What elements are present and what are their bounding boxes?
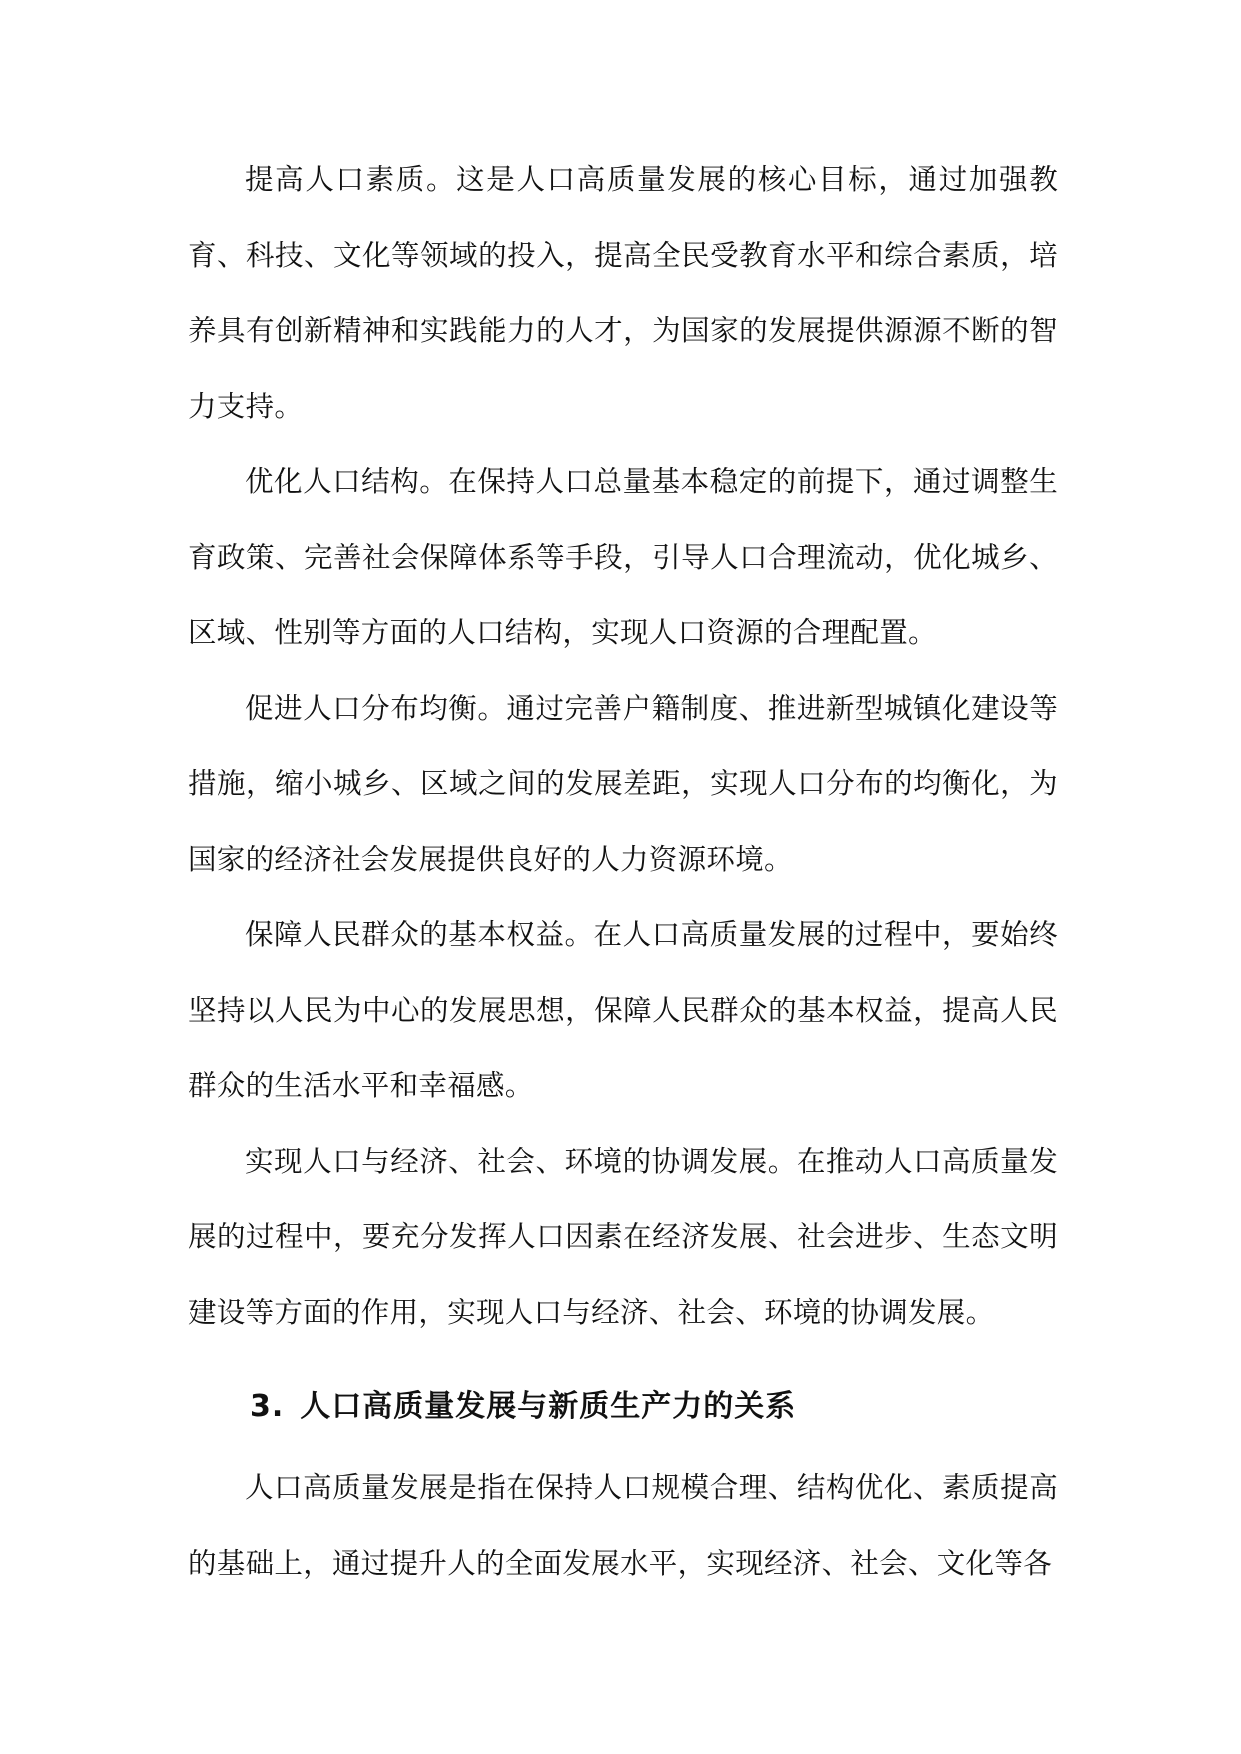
- paragraph-coordinated-development: 实现人口与经济、社会、环境的协调发展。在推动人口高质量发展的过程中，要充分发挥人口因素在经济发展、社会进步、生态文明建设等方面的作用，实现人口与经济、社会、环境的协调发展。: [188, 1144, 1058, 1329]
- paragraph-basic-rights: 保障人民群众的基本权益。在人口高质量发展的过程中，要始终坚持以人民为中心的发展思想，保障人民群众的基本权益，提高人民群众的生活水平和幸福感。: [188, 918, 1058, 1102]
- section-number: 3.: [250, 1389, 285, 1424]
- paragraph-population-quality: 提高人口素质。这是人口高质量发展的核心目标，通过加强教育、科技、文化等领域的投入，提高全民受教育水平和综合素质，培养具有创新精神和实践能力的人才，为国家的发展提供源源不断的智力支持。: [188, 163, 1058, 423]
- section-heading: [188, 1372, 1058, 1442]
- document-body: [188, 142, 1058, 1601]
- paragraph-population-distribution: 促进人口分布均衡。通过完善户籍制度、推进新型城镇化建设等措施，缩小城乡、区域之间的发展差距，实现人口分布的均衡化，为国家的经济社会发展提供良好的人力资源环境。: [188, 691, 1058, 876]
- section-title: 人口高质量发展与新质生产力的关系: [300, 1389, 797, 1424]
- paragraph-population-structure: 优化人口结构。在保持人口总量基本稳定的前提下，通过调整生育政策、完善社会保障体系等手段，引导人口合理流动，优化城乡、区域、性别等方面的人口结构，实现人口资源的合理配置。: [188, 465, 1058, 649]
- paragraph-definition: 人口高质量发展是指在保持人口规模合理、结构优化、素质提高的基础上，通过提升人的全面发展水平，实现经济、社会、文化等各: [188, 1471, 1058, 1580]
